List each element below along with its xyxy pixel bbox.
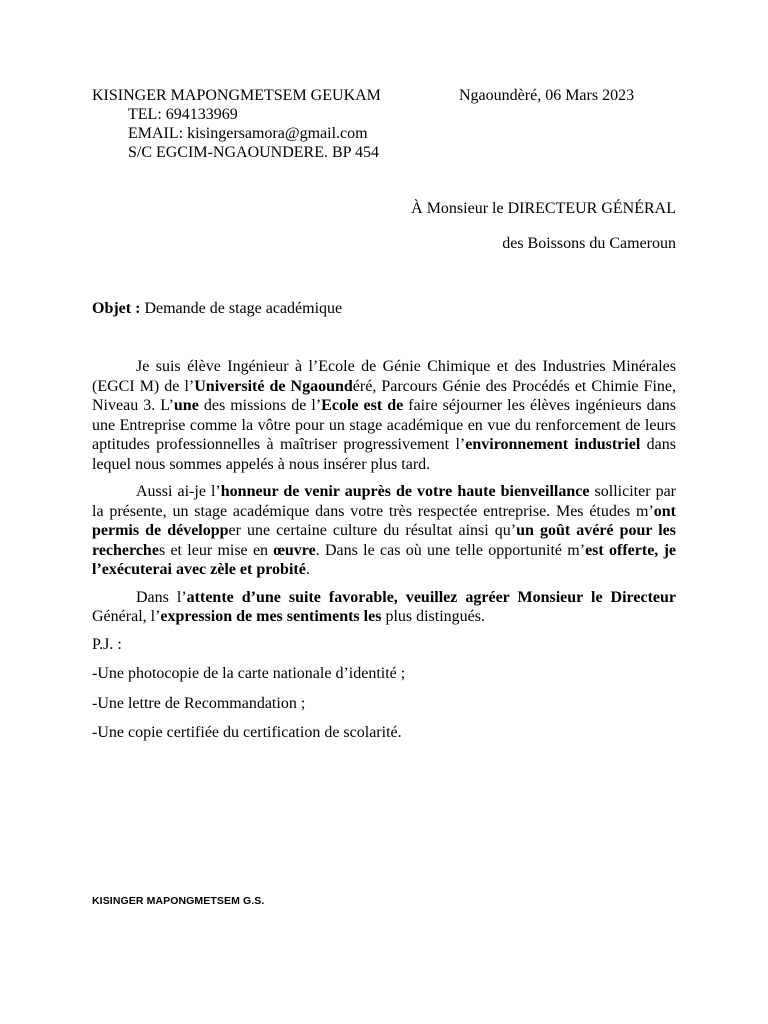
bold-run: attente d’une suite favorable, veuillez agréer Monsieur le Directeur bbox=[186, 588, 677, 606]
sender-name: KISINGER MAPONGMETSEM GEUKAM bbox=[92, 87, 381, 104]
sender-tel: TEL: 694133969 bbox=[128, 106, 238, 123]
object-line bbox=[92, 299, 342, 318]
text-run: Je suis élève Ingénieur à l’Ecole de Génie Chimique et des Industries Minérales (EGCI M) de l’ bbox=[92, 358, 676, 395]
text-run: Général, l’ bbox=[92, 608, 161, 625]
bold-run: expression de mes sentiments les bbox=[160, 608, 382, 625]
text-run: Dans l’ bbox=[136, 588, 187, 606]
recipient-line-1: À Monsieur le DIRECTEUR GÉNÉRAL bbox=[411, 200, 676, 217]
text-run: des missions de l’ bbox=[198, 397, 322, 414]
object-label: Objet : bbox=[92, 300, 141, 317]
text-run: er une certaine culture du résultat ainsi qu’ bbox=[228, 522, 517, 539]
body-paragraph-2 bbox=[92, 482, 676, 580]
text-run: . Dans le cas où une telle opportunité m’ bbox=[315, 541, 586, 559]
bold-run: est offerte, je l’exécuterai avec zèle et probité bbox=[92, 541, 677, 578]
text-run: faire séjourner les élèves ingénieurs dans une Entreprise comme la vôtre pour un stage académique en vue du renforcement de leurs aptitudes professionnelles à maîtriser progressivement l’ bbox=[92, 397, 676, 453]
attachments-label: P.J. : bbox=[92, 635, 122, 653]
text-run: Aussi ai-je l’ bbox=[136, 483, 221, 500]
letter-body bbox=[92, 357, 676, 753]
recipient-line-2: des Boissons du Cameroun bbox=[502, 235, 676, 252]
bold-run: Ecole est de bbox=[321, 397, 404, 414]
attachment-item-1: -Une photocopie de la carte nationale d’identité ; bbox=[92, 665, 406, 682]
text-run: éré, Parcours Génie des Procédés et Chimie Fine, Niveau 3. L’ bbox=[92, 377, 677, 414]
attachment-item-2: -Une lettre de Recommandation ; bbox=[92, 694, 306, 712]
sender-email: EMAIL: kisingersamora@gmail.com bbox=[128, 125, 368, 142]
text-run: s et leur mise en bbox=[158, 541, 274, 559]
text-run: plus distingués. bbox=[381, 608, 485, 625]
attachment-item-3: -Une copie certifiée du certification de scolarité. bbox=[92, 724, 402, 741]
signature: KISINGER MAPONGMETSEM G.S. bbox=[92, 895, 265, 907]
text-run: solliciter par la présente, un stage académique dans votre très respectée entreprise. Mes études m’ bbox=[92, 483, 677, 520]
recipient-block bbox=[411, 199, 676, 269]
bold-run: ont permis de développ bbox=[92, 502, 676, 539]
sender-address: S/C EGCIM-NGAOUNDERE. BP 454 bbox=[128, 144, 379, 161]
bold-run: honneur de venir auprès de votre haute bienveillance bbox=[220, 483, 590, 500]
text-run: . bbox=[305, 561, 310, 578]
object-text: Demande de stage académique bbox=[140, 300, 343, 317]
sender-block bbox=[92, 86, 381, 162]
body-paragraph-1 bbox=[92, 357, 676, 474]
letter-date: Ngaoundèré, 06 Mars 2023 bbox=[459, 87, 635, 104]
body-paragraph-3 bbox=[92, 588, 676, 627]
bold-run: environnement industriel bbox=[465, 436, 641, 453]
bold-run: un goût avéré pour les recherche bbox=[92, 522, 676, 559]
bold-run: Université de Ngaound bbox=[194, 377, 353, 395]
bold-run: œuvre bbox=[273, 541, 316, 559]
text-run: dans lequel nous sommes appelés à nous insérer plus tard. bbox=[92, 436, 677, 473]
bold-run: une bbox=[173, 397, 199, 414]
